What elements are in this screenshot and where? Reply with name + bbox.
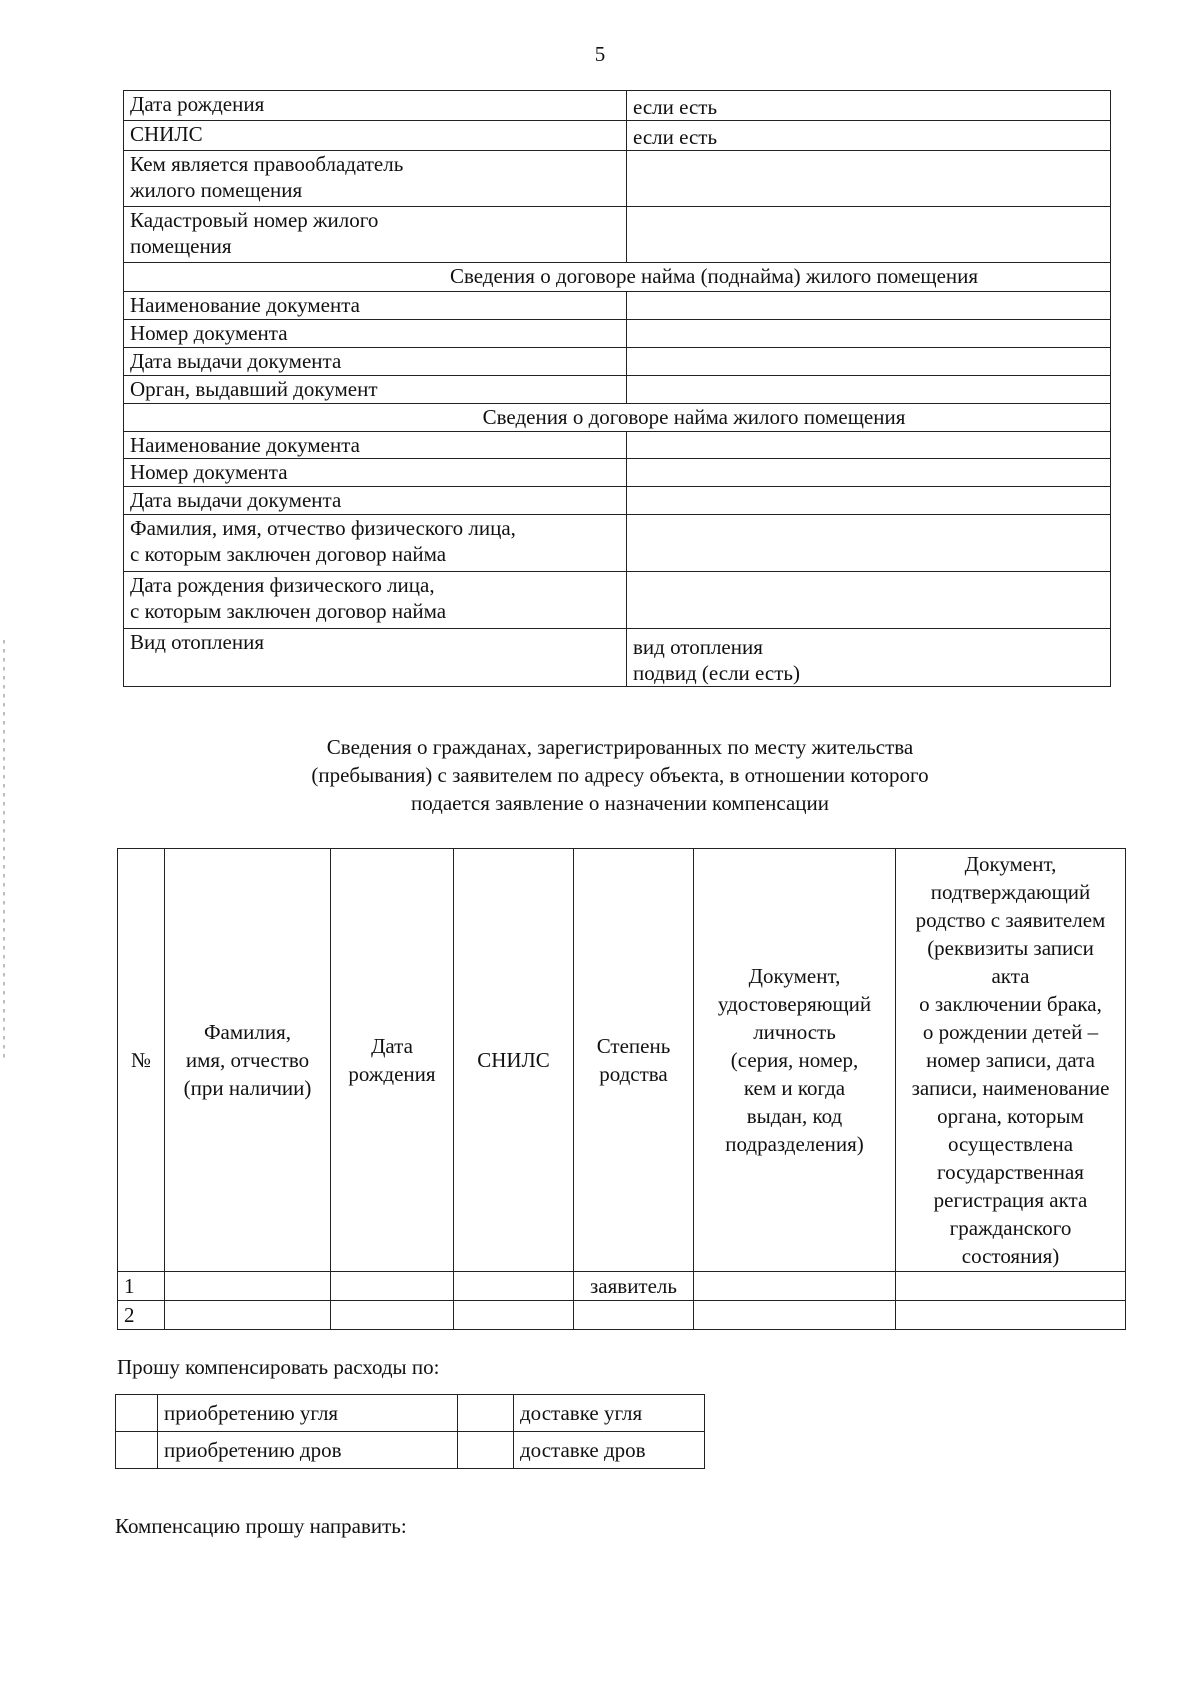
lease-row-doc-number <box>124 459 1111 487</box>
cell-birth-date[interactable] <box>331 1301 454 1330</box>
header-line: гражданского <box>949 1216 1072 1240</box>
lease-row-tenant-name <box>124 515 1111 572</box>
info-label <box>124 572 627 629</box>
info-label-line: с которым заключен договор найма <box>130 542 447 566</box>
cell-kinship-document[interactable] <box>896 1272 1126 1301</box>
info-value[interactable]: если есть <box>627 91 1111 121</box>
header-full-name <box>165 849 331 1272</box>
info-label: Наименование документа <box>124 292 627 320</box>
cell-identity-document[interactable] <box>694 1272 896 1301</box>
header-number <box>118 849 165 1272</box>
header-line: Дата <box>371 1034 413 1058</box>
header-line: Документ, <box>748 964 841 988</box>
section-title: Сведения о договоре найма жилого помещения <box>124 404 1111 432</box>
title-line: Сведения о гражданах, зарегистрированных по месту жительства <box>326 735 914 759</box>
header-line: родства <box>599 1062 668 1086</box>
cell-relation[interactable] <box>574 1301 694 1330</box>
title-line: подается заявление о назначении компенсации <box>411 791 829 815</box>
cell-full-name[interactable] <box>165 1272 331 1301</box>
info-label: Номер документа <box>124 320 627 348</box>
header-line: государственная <box>937 1160 1084 1184</box>
firewood-delivery-checkbox[interactable] <box>458 1432 514 1469</box>
sublease-row-doc-number <box>124 320 1111 348</box>
sublease-row-doc-name <box>124 292 1111 320</box>
header-line: регистрация акта <box>933 1188 1088 1212</box>
info-value[interactable] <box>627 151 1111 207</box>
lease-row-issue-date <box>124 487 1111 515</box>
info-label: Дата рождения <box>124 91 627 121</box>
applicant-property-info-table <box>123 90 1111 687</box>
sublease-row-issue-date <box>124 348 1111 376</box>
firewood-purchase-checkbox[interactable] <box>116 1432 158 1469</box>
info-label <box>124 151 627 207</box>
info-label-line: Кем является правообладатель <box>130 152 404 176</box>
header-line: (серия, номер, <box>730 1048 859 1072</box>
info-value[interactable] <box>627 572 1111 629</box>
header-line: СНИЛС <box>477 1048 550 1072</box>
heating-value-line: подвид (если есть) <box>633 661 800 685</box>
heating-value-line: вид отопления <box>633 635 763 659</box>
header-line: органа, которым <box>937 1104 1084 1128</box>
option-label: приобретению дров <box>158 1432 458 1469</box>
header-line: состояния) <box>961 1244 1060 1268</box>
header-line: подтверждающий <box>930 880 1091 904</box>
cell-relation[interactable]: заявитель <box>574 1272 694 1301</box>
info-label: Дата выдачи документа <box>124 487 627 515</box>
header-line: личность <box>753 1020 836 1044</box>
info-label <box>124 207 627 263</box>
info-value[interactable] <box>627 292 1111 320</box>
info-label: Вид отопления <box>124 629 627 687</box>
header-line: рождения <box>348 1062 436 1086</box>
page-number: 5 <box>594 42 606 66</box>
option-label: доставке дров <box>514 1432 705 1469</box>
info-row-cadastral-number <box>124 207 1111 263</box>
header-line: выдан, код <box>746 1104 843 1128</box>
info-value[interactable] <box>627 515 1111 572</box>
members-section-title <box>0 733 1200 817</box>
header-line: удостоверяющий <box>717 992 872 1016</box>
header-line: Фамилия, <box>203 1020 292 1044</box>
registered-citizens-table <box>117 848 1126 1330</box>
info-value[interactable]: если есть <box>627 121 1111 151</box>
info-row-owner <box>124 151 1111 207</box>
info-label: Номер документа <box>124 459 627 487</box>
info-label-line: с которым заключен договор найма <box>130 599 447 623</box>
cell-snils[interactable] <box>454 1272 574 1301</box>
compensation-options-table <box>115 1394 705 1469</box>
compensation-send-text: Компенсацию прошу направить: <box>115 1514 407 1538</box>
info-row-heating-type <box>124 629 1111 687</box>
cell-birth-date[interactable] <box>331 1272 454 1301</box>
header-line: имя, отчество <box>185 1048 310 1072</box>
info-label-line: помещения <box>130 234 232 258</box>
header-birth-date <box>331 849 454 1272</box>
header-line: № <box>130 1048 152 1072</box>
option-row <box>116 1395 705 1432</box>
lease-row-tenant-birth-date <box>124 572 1111 629</box>
option-label: доставке угля <box>514 1395 705 1432</box>
info-label: Наименование документа <box>124 432 627 459</box>
info-value[interactable] <box>627 487 1111 515</box>
header-line: Степень <box>596 1034 671 1058</box>
section-header-sublease <box>124 263 1111 292</box>
header-line: Документ, <box>964 852 1057 876</box>
header-line: родство с заявителем <box>915 908 1106 932</box>
header-line: о заключении брака, <box>919 992 1102 1016</box>
info-row-birth-date <box>124 91 1111 121</box>
header-line: (реквизиты записи <box>927 936 1094 960</box>
sublease-row-issuer <box>124 376 1111 404</box>
cell-identity-document[interactable] <box>694 1301 896 1330</box>
cell-number: 1 <box>118 1272 165 1301</box>
info-label: СНИЛС <box>124 121 627 151</box>
info-value[interactable] <box>627 348 1111 376</box>
header-line: номер записи, дата <box>926 1048 1095 1072</box>
info-label-line: Дата рождения физического лица, <box>130 573 435 597</box>
info-label-line: Кадастровый номер жилого <box>130 208 379 232</box>
header-identity-document <box>694 849 896 1272</box>
info-row-snils <box>124 121 1111 151</box>
lease-row-doc-name <box>124 432 1111 459</box>
info-value[interactable] <box>627 320 1111 348</box>
coal-delivery-checkbox[interactable] <box>458 1395 514 1432</box>
info-value[interactable] <box>627 432 1111 459</box>
table-row <box>118 1272 1126 1301</box>
header-line: осуществлена <box>947 1132 1074 1156</box>
info-value[interactable] <box>627 459 1111 487</box>
cell-number: 2 <box>118 1301 165 1330</box>
section-header-lease <box>124 404 1111 432</box>
table-header-row <box>118 849 1126 1272</box>
title-line: (пребывания) с заявителем по адресу объекта, в отношении которого <box>311 763 929 787</box>
compensation-request-text: Прошу компенсировать расходы по: <box>117 1355 440 1379</box>
scan-edge-artifact <box>3 640 5 1060</box>
option-row <box>116 1432 705 1469</box>
info-value[interactable] <box>627 629 1111 687</box>
section-title: Сведения о договоре найма (поднайма) жилого помещения <box>124 263 1111 292</box>
option-label: приобретению угля <box>158 1395 458 1432</box>
info-label-line: жилого помещения <box>130 178 303 202</box>
cell-full-name[interactable] <box>165 1301 331 1330</box>
header-relation-degree <box>574 849 694 1272</box>
info-value[interactable] <box>627 207 1111 263</box>
info-label: Орган, выдавший документ <box>124 376 627 404</box>
cell-kinship-document[interactable] <box>896 1301 1126 1330</box>
header-line: акта <box>991 964 1030 988</box>
info-label-line: Фамилия, имя, отчество физического лица, <box>130 516 516 540</box>
header-snils <box>454 849 574 1272</box>
info-value[interactable] <box>627 376 1111 404</box>
table-row <box>118 1301 1126 1330</box>
cell-snils[interactable] <box>454 1301 574 1330</box>
header-line: кем и когда <box>743 1076 846 1100</box>
info-label: Дата выдачи документа <box>124 348 627 376</box>
header-line: (при наличии) <box>183 1076 312 1100</box>
header-line: о рождении детей – <box>922 1020 1099 1044</box>
header-line: записи, наименование <box>911 1076 1110 1100</box>
info-label <box>124 515 627 572</box>
header-line: подразделения) <box>725 1132 864 1156</box>
coal-purchase-checkbox[interactable] <box>116 1395 158 1432</box>
header-kinship-document <box>896 849 1126 1272</box>
